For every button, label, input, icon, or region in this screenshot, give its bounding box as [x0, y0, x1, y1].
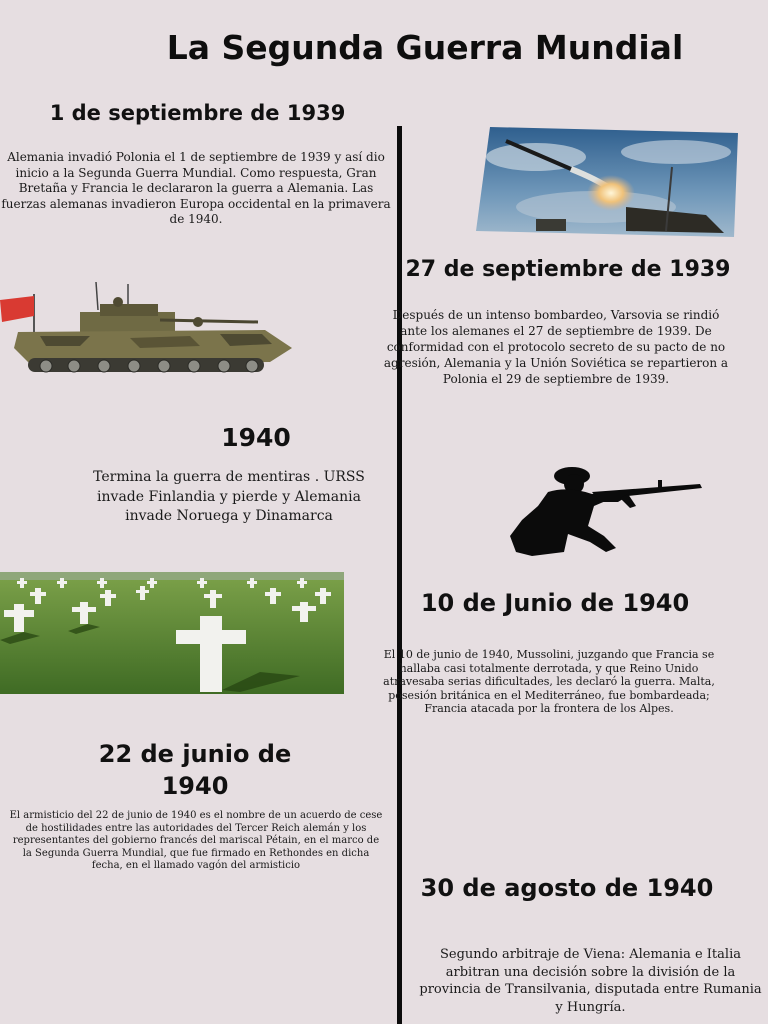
event-text-3: Termina la guerra de mentiras . URSS invade Finlandia y pierde y Alemania invade Noruega y Dinamarca — [93, 469, 365, 524]
page-title: La Segunda Guerra Mundial — [166, 28, 684, 67]
event-date-2: 27 de septiembre de 1939 — [405, 257, 731, 282]
event-date-5: 22 de junio de 1940 — [98, 740, 292, 800]
tank-illustration — [0, 282, 295, 378]
event-date-4: 10 de Junio de 1940 — [420, 589, 690, 617]
event-date-1: 1 de septiembre de 1939 — [49, 101, 346, 125]
event-text-5: El armisticio del 22 de junio de 1940 es el nombre de un acuerdo de cese de hostilidades entre las autoridades del Tercer Reich alemán y los representantes del gobierno francés del mariscal Pétain, en el marco de la Segunda Guerra Mundial, que fue firmado en Rethondes en dicha fecha, en el llamado vagón del armisticio — [9, 810, 383, 871]
event-date-3: 1940 — [221, 423, 291, 452]
event-text-1: Alemania invadió Polonia el 1 de septiembre de 1939 y así dio inicio a la Segunda Guerra Mundial. Como respuesta, Gran Bretaña y Francia le declararon la guerra a Alemania. Las fuerzas alemanas invadieron Europa occidental en la primavera de 1940. — [1, 150, 391, 226]
rocket-launch-photo — [476, 127, 738, 237]
cemetery-crosses-photo — [0, 572, 344, 694]
event-text-2: Después de un intenso bombardeo, Varsovia se rindió ante los alemanes el 27 de septiembre de 1939. De conformidad con el protocolo secreto de su pacto de no agresión, Alemania y la Unión Soviética se repartieron a Polonia el 29 de septiembre de 1939. — [383, 308, 729, 386]
event-date-6: 30 de agosto de 1940 — [420, 874, 714, 902]
event-text-4: El 10 de junio de 1940, Mussolini, juzgando que Francia se hallaba casi totalmente derrotada, y que Reino Unido atravesaba serias dificultades, les declaró la guerra. Malta, posesión británica en el Mediterráneo, fue bombardeada; Francia atacada por la frontera de los Alpes. — [383, 648, 715, 715]
event-text-6: Segundo arbitraje de Viena: Alemania e Italia arbitran una decisión sobre la división de la provincia de Transilvania, disputada entre Rumania y Hungría. — [419, 947, 762, 1015]
soldier-silhouette — [508, 466, 706, 558]
